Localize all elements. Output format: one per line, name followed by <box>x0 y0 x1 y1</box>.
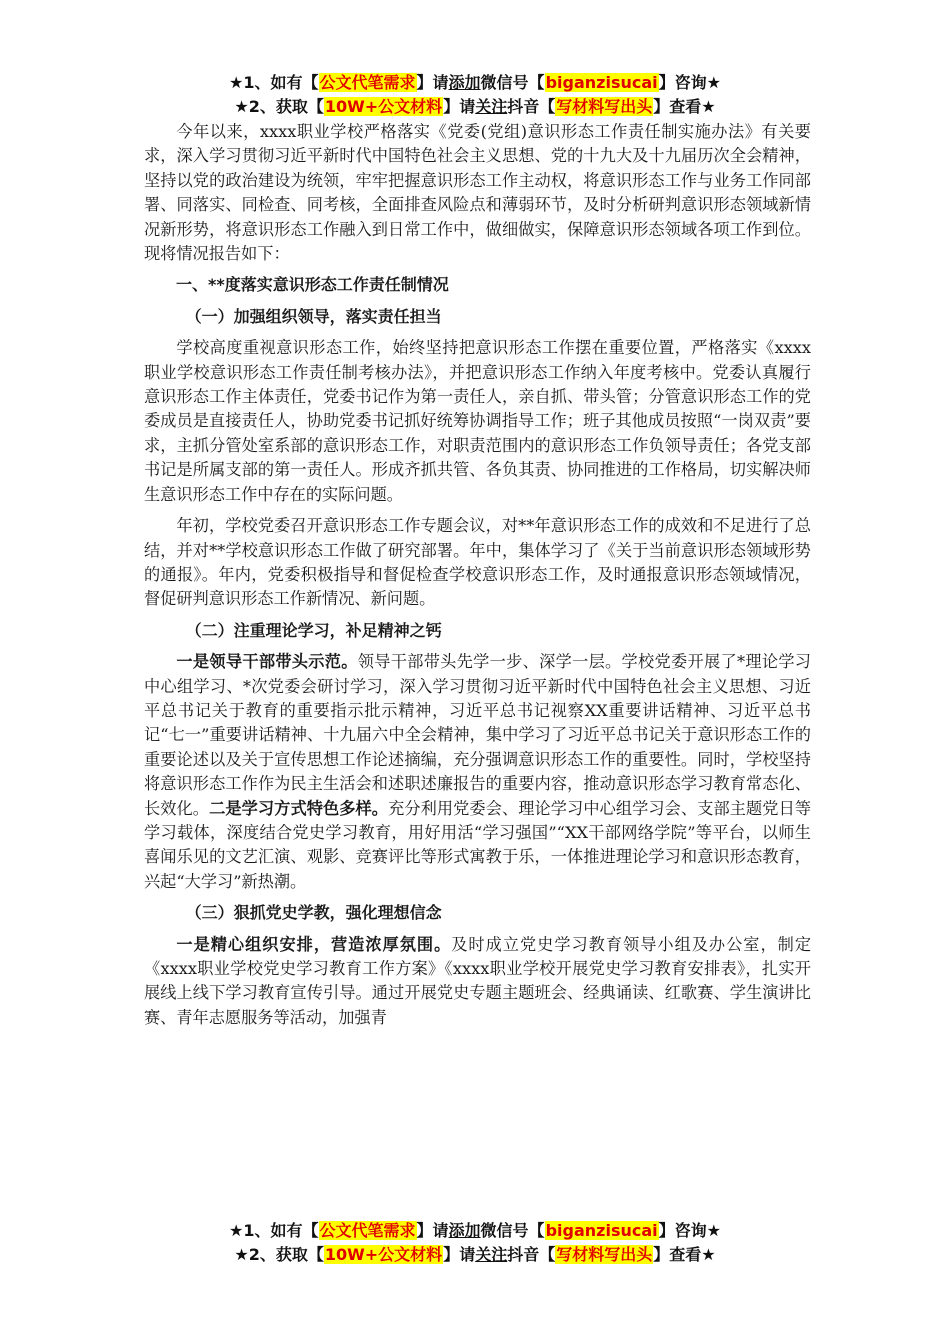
banner-highlight: 10W+公文材料 <box>324 1245 443 1264</box>
promo-banner-top-line1 <box>0 70 950 96</box>
subsection-heading: （二）注重理论学习，补足精神之钙 <box>185 620 442 640</box>
banner-highlight: 公文代笔需求 <box>319 73 416 92</box>
banner-text: 微信号【 <box>480 73 545 92</box>
banner-highlight: 写材料写出头 <box>556 1245 653 1264</box>
document-body <box>144 120 811 1030</box>
banner-text: ★1、如有【 <box>229 73 319 92</box>
intro-paragraph: 今年以来，xxxx职业学校严格落实《党委(党组)意识形态工作责任制实施办法》有关要求，深入学习贯彻习近平新时代中国特色社会主义思想、党的十九大及十九届历次全会精神，坚持以党的政治建设为统领，牢牢把握意识形态工作主动权，将意识形态工作与业务工作同部署、同落实、同检查、同考核，全面排查风险点和薄弱环节，及时分析研判意识形态领域新情况新形势，将意识形态工作融入到日常工作中，做细做实，保障意识形态领域各项工作到位。现将情况报告如下： <box>144 122 811 264</box>
lead-phrase: 一是领导干部带头示范。 <box>176 652 358 672</box>
section-heading: 一、**度落实意识形态工作责任制情况 <box>176 275 449 295</box>
paragraph-text: 及时成立党史学习教育领导小组及办公室，制定《xxxx职业学校党史学习教育工作方案》《xxxx职业学校开展党史学习教育安排表》，扎实开展线上线下学习教育宣传引导。通过开展党史专题主题班会、经典诵读、红歌赛、学生演讲比赛、青年志愿服务等活动，加强青 <box>144 934 812 1027</box>
body-paragraph: 年初，学校党委召开意识形态工作专题会议，对**年意识形态工作的成效和不足进行了总结，并对**学校意识形态工作做了研究部署。年中，集体学习了《关于当前意识形态领域形势的通报》。年内，党委积极指导和督促检查学校意识形态工作，及时通报意识形态领域情况，督促研判意识形态工作新情况、新问题。 <box>144 516 811 609</box>
paragraph-text: 充分利用党委会、理论学习中心组学习会、支部主题党日等学习载体，深度结合党史学习教育，用好用活“学习强国”“XX干部网络学院”等平台，以师生喜闻乐见的文艺汇演、观影、竞赛评比等形式寓教于乐，一体推进理论学习和意识形态教育，兴起“大学习”新热潮。 <box>144 798 812 891</box>
banner-underlined-text: 添加 <box>448 73 481 92</box>
banner-text: 】查看★ <box>653 1245 716 1264</box>
banner-highlight: 公文代笔需求 <box>319 1221 416 1240</box>
subsection-heading: （三）狠抓党史学教，强化理想信念 <box>185 903 442 923</box>
banner-text: 】咨询★ <box>658 73 721 92</box>
lead-phrase: 二是学习方式特色多样。 <box>209 798 389 818</box>
body-paragraph <box>144 650 811 894</box>
promo-banner-bottom-line1 <box>0 1218 950 1244</box>
banner-highlight: 10W+公文材料 <box>324 97 443 116</box>
banner-text: 微信号【 <box>480 1221 545 1240</box>
banner-text: 抖音【 <box>507 1245 556 1264</box>
banner-text: 】请 <box>416 1221 449 1240</box>
promo-banner-top-line2 <box>0 94 950 120</box>
banner-text: ★2、获取【 <box>234 1245 324 1264</box>
banner-text: 】咨询★ <box>658 1221 721 1240</box>
body-paragraph: 学校高度重视意识形态工作，始终坚持把意识形态工作摆在重要位置，严格落实《xxxx职业学校意识形态工作责任制考核办法》，并把意识形态工作纳入年度考核中。党委认真履行意识形态工作主体责任，党委书记作为第一责任人，亲自抓、带头管；分管意识形态工作的党委成员是直接责任人，协助党委书记抓好统筹协调指导工作；班子其他成员按照“一岗双责”要求，主抓分管处室系部的意识形态工作，对职责范围内的意识形态工作负领导责任；各党支部书记是所属支部的第一责任人。形成齐抓共管、各负其责、协同推进的工作格局，切实解决师生意识形态工作中存在的实际问题。 <box>144 338 811 504</box>
banner-text: 抖音【 <box>507 97 556 116</box>
banner-text: 】请 <box>416 73 449 92</box>
banner-text: 】请 <box>443 97 476 116</box>
subsection-heading: （一）加强组织领导，落实责任担当 <box>185 306 442 326</box>
banner-text: ★2、获取【 <box>234 97 324 116</box>
body-paragraph <box>144 933 811 1031</box>
lead-phrase: 一是精心组织安排，营造浓厚氛围。 <box>176 934 452 954</box>
banner-highlight: biganzisucai <box>545 1221 658 1240</box>
banner-underlined-text: 关注 <box>475 1245 508 1264</box>
banner-underlined-text: 添加 <box>448 1221 481 1240</box>
banner-text: 】查看★ <box>653 97 716 116</box>
paragraph-text: 领导干部带头先学一步、深学一层。学校党委开展了*理论学习中心组学习、*次党委会研讨学习，深入学习贯彻习近平新时代中国特色社会主义思想、习近平总书记关于教育的重要指示批示精神，习近平总书记视察XX重要讲话精神、习近平总书记“七一”重要讲话精神、十九届六中全会精神，集中学习了习近平总书记关于意识形态工作的重要论述以及关于宣传思想工作论述摘编，充分强调意识形态工作的重要性。同时，学校坚持将意识形态工作作为民主生活会和述职述廉报告的重要内容，推动意识形态学习教育常态化、长效化。 <box>144 652 811 818</box>
banner-text: ★1、如有【 <box>229 1221 319 1240</box>
banner-highlight: 写材料写出头 <box>556 97 653 116</box>
banner-highlight: biganzisucai <box>545 73 658 92</box>
promo-banner-bottom-line2 <box>0 1242 950 1268</box>
banner-text: 】请 <box>443 1245 476 1264</box>
banner-underlined-text: 关注 <box>475 97 508 116</box>
